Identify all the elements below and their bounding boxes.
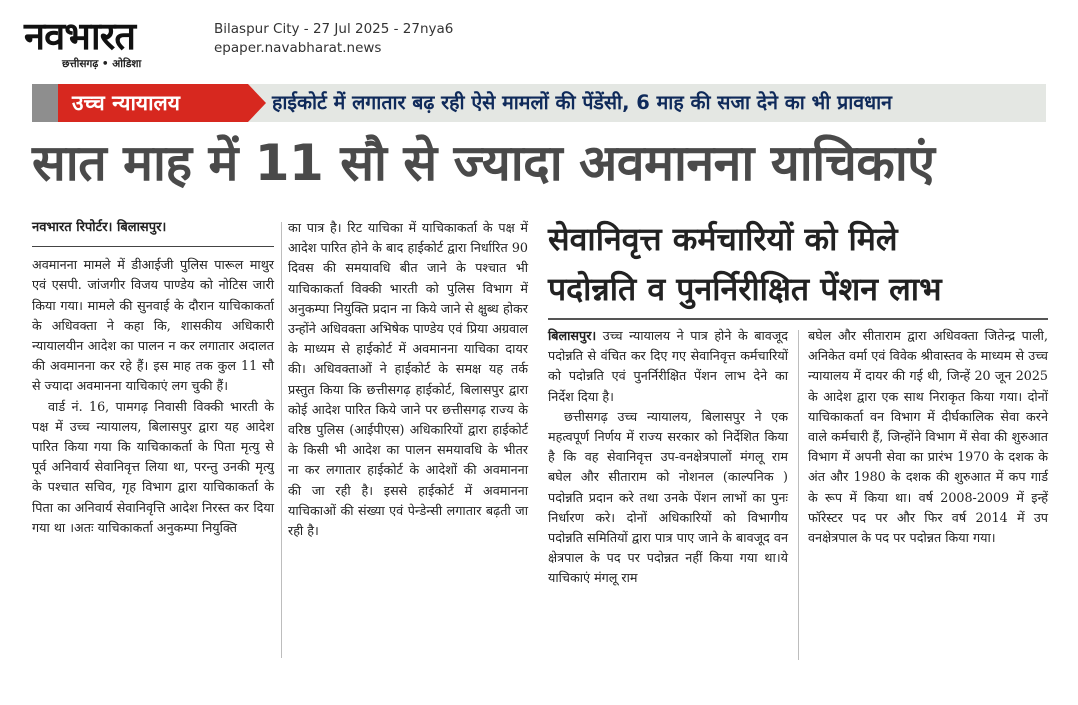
story2-column-2: [808, 326, 1048, 548]
paragraph: [548, 326, 788, 407]
dateline: बिलासपुर।: [548, 328, 597, 343]
column-divider: [281, 222, 282, 658]
story2-headline-line2: पदोन्नति व पुनर्निरीक्षित पेंशन लाभ: [548, 270, 942, 308]
story2-headline-line1: सेवानिवृत्त कर्मचारियों को मिले: [548, 220, 898, 258]
newspaper-logo: [22, 14, 200, 72]
story2-headline: [548, 214, 1058, 314]
section-tag: उच्च न्यायालय: [32, 84, 248, 122]
lead-text: उच्च न्यायालय ने पात्र होने के बावजूद पदोन्नति से वंचित कर दिए गए सेवानिवृत्त कर्मचारियों को पदोन्नति एवं पुनर्निरीक्षित पेंशन लाभ देने का निर्देश दिया है।: [548, 328, 788, 404]
masthead: [22, 14, 1062, 76]
story2-rule: [548, 318, 1048, 320]
story1-column-2: [288, 218, 528, 541]
column-divider: [798, 330, 799, 660]
logo-text: नवभारत: [24, 14, 135, 58]
kicker-bar: [32, 84, 1046, 122]
paragraph: बघेल और सीताराम द्वारा अधिवक्ता जितेन्द्र पाली, अनिकेत वर्मा एवं विवेक श्रीवास्तव के माध्यम से उच्च न्यायालय में दायर की गई थी, जिन्हें 20 जून 2025 के आदेश द्वारा एक साथ निराकृत किया गया। दोनों याचिकाकर्ता वन विभाग में दीर्घकालिक सेवा करने वाले कर्मचारी हैं, जिन्होंने विभाग में सेवा की शुरुआत विभाग में अपनी सेवा का प्रारंभ 1970 के दशक के अंत और 1980 के दशक की शुरुआत में कप गार्ड के रूप में किया था। वर्ष 2008-2009 में इन्हें फॉरेस्टर पद पर और फिर वर्ष 2014 में उप वनक्षेत्रपाल के पद पर पदोन्नत किया गया।: [808, 328, 1048, 546]
main-headline: सात माह में 11 सौ से ज्यादा अवमानना याचिकाएं: [32, 134, 935, 192]
paragraph: वार्ड नं. 16, पामगढ़ निवासी विक्की भारती के पक्ष में उच्च न्यायालय, बिलासपुर द्वारा यह आदेश पारित किया गया कि याचिकाकर्ता के पिता मृत्यु से पूर्व अनिवार्य सेवानिवृत्त लिया था, परन्तु उनकी मृत्यु के पश्चात सचिव, गृह विभाग द्वारा याचिकाकर्ता के पिता का अनिवार्य सेवानिवृत्ति आदेश निरस्त कर दिया गया था ।अतः याचिकाकर्ता अनुकम्पा नियुक्ति: [32, 398, 274, 535]
site-url: epaper.navabharat.news: [214, 40, 382, 56]
edition-line: Bilaspur City - 27 Jul 2025 - 27nya6: [214, 21, 454, 37]
byline: नवभारत रिपोर्टर। बिलासपुर।: [32, 218, 274, 247]
edition-info: [214, 20, 453, 58]
kicker-text: हाईकोर्ट में लगातार बढ़ रही ऐसे मामलों की पेंडेंसी, 6 माह की सजा देने का भी प्रावधान: [272, 91, 892, 114]
paragraph: का पात्र है। रिट याचिका में याचिकाकर्ता के पक्ष में आदेश पारित होने के बाद हाईकोर्ट द्वारा निर्धारित 90 दिवस की समयावधि बीत जाने के पश्चात भी याचिकाकर्ता विक्की भारती को पुलिस विभाग में अनुकम्पा नियुक्ति प्रदान ना किये जाने से क्षुब्ध होकर उन्होंने अधिवक्ता अभिषेक पाण्डेय एवं प्रिया अग्रवाल के माध्यम से हाईकोर्ट में अवमानना याचिका दायर की। अधिवक्ताओं ने हाईकोर्ट के समक्ष यह तर्क प्रस्तुत किया कि छत्तीसगढ़ हाईकोर्ट, बिलासपुर द्वारा कोई आदेश पारित किये जाने पर छत्तीसगढ़ राज्य के वरिष्ठ पुलिस (आईपीएस) अधिकारियों द्वारा हाईकोर्ट के किसी भी आदेश का पालन समयावधि के भीतर ना कर लगातार हाईकोर्ट के आदेशों की अवमानना की जा रही है। इससे हाईकोर्ट में अवमानना याचिकाओं की संख्या एवं पेन्डेन्सी लगातार बढ़ती जा रही है।: [288, 220, 528, 539]
story2-column-1: [548, 326, 788, 589]
paragraph: अवमानना मामले में डीआईजी पुलिस पारूल माथुर एवं एसपी. जांजगीर विजय पाण्डेय को नोटिस जारी किया गया। मामले की सुनवाई के दौरान याचिकाकर्ता के अधिवक्ता ने कहा कि, शासकीय अधिकारी न्यायालयीन आदेश का पालन न कर लगातार अदालत की अवमानना कर रहे हैं। इस माह तक कुल 11 सौ से ज्यादा अवमानना याचिकाएं लग चुकी हैं।: [32, 257, 274, 394]
story1-column-1: [32, 218, 274, 538]
paragraph: छत्तीसगढ़ उच्च न्यायालय, बिलासपुर ने एक महत्वपूर्ण निर्णय में राज्य सरकार को निर्देशित किया है कि वह सेवानिवृत्त उप-वनक्षेत्रपालों मंगलू राम बघेल और सीताराम को नोशनल (काल्पनिक ) पदोन्नति प्रदान करे तथा उनके पेंशन लाभों का पुनः निर्धारण करे। दोनों अधिकारियों को विभागीय पदोन्नति समितियों द्वारा पात्र पाए जाने के बावजूद वन क्षेत्रपाल के पद पर पदोन्नत नहीं किया गया था।ये याचिकाएं मंगलू राम: [548, 408, 788, 586]
logo-subtext: छत्तीसगढ़ • ओडिशा: [62, 58, 142, 70]
